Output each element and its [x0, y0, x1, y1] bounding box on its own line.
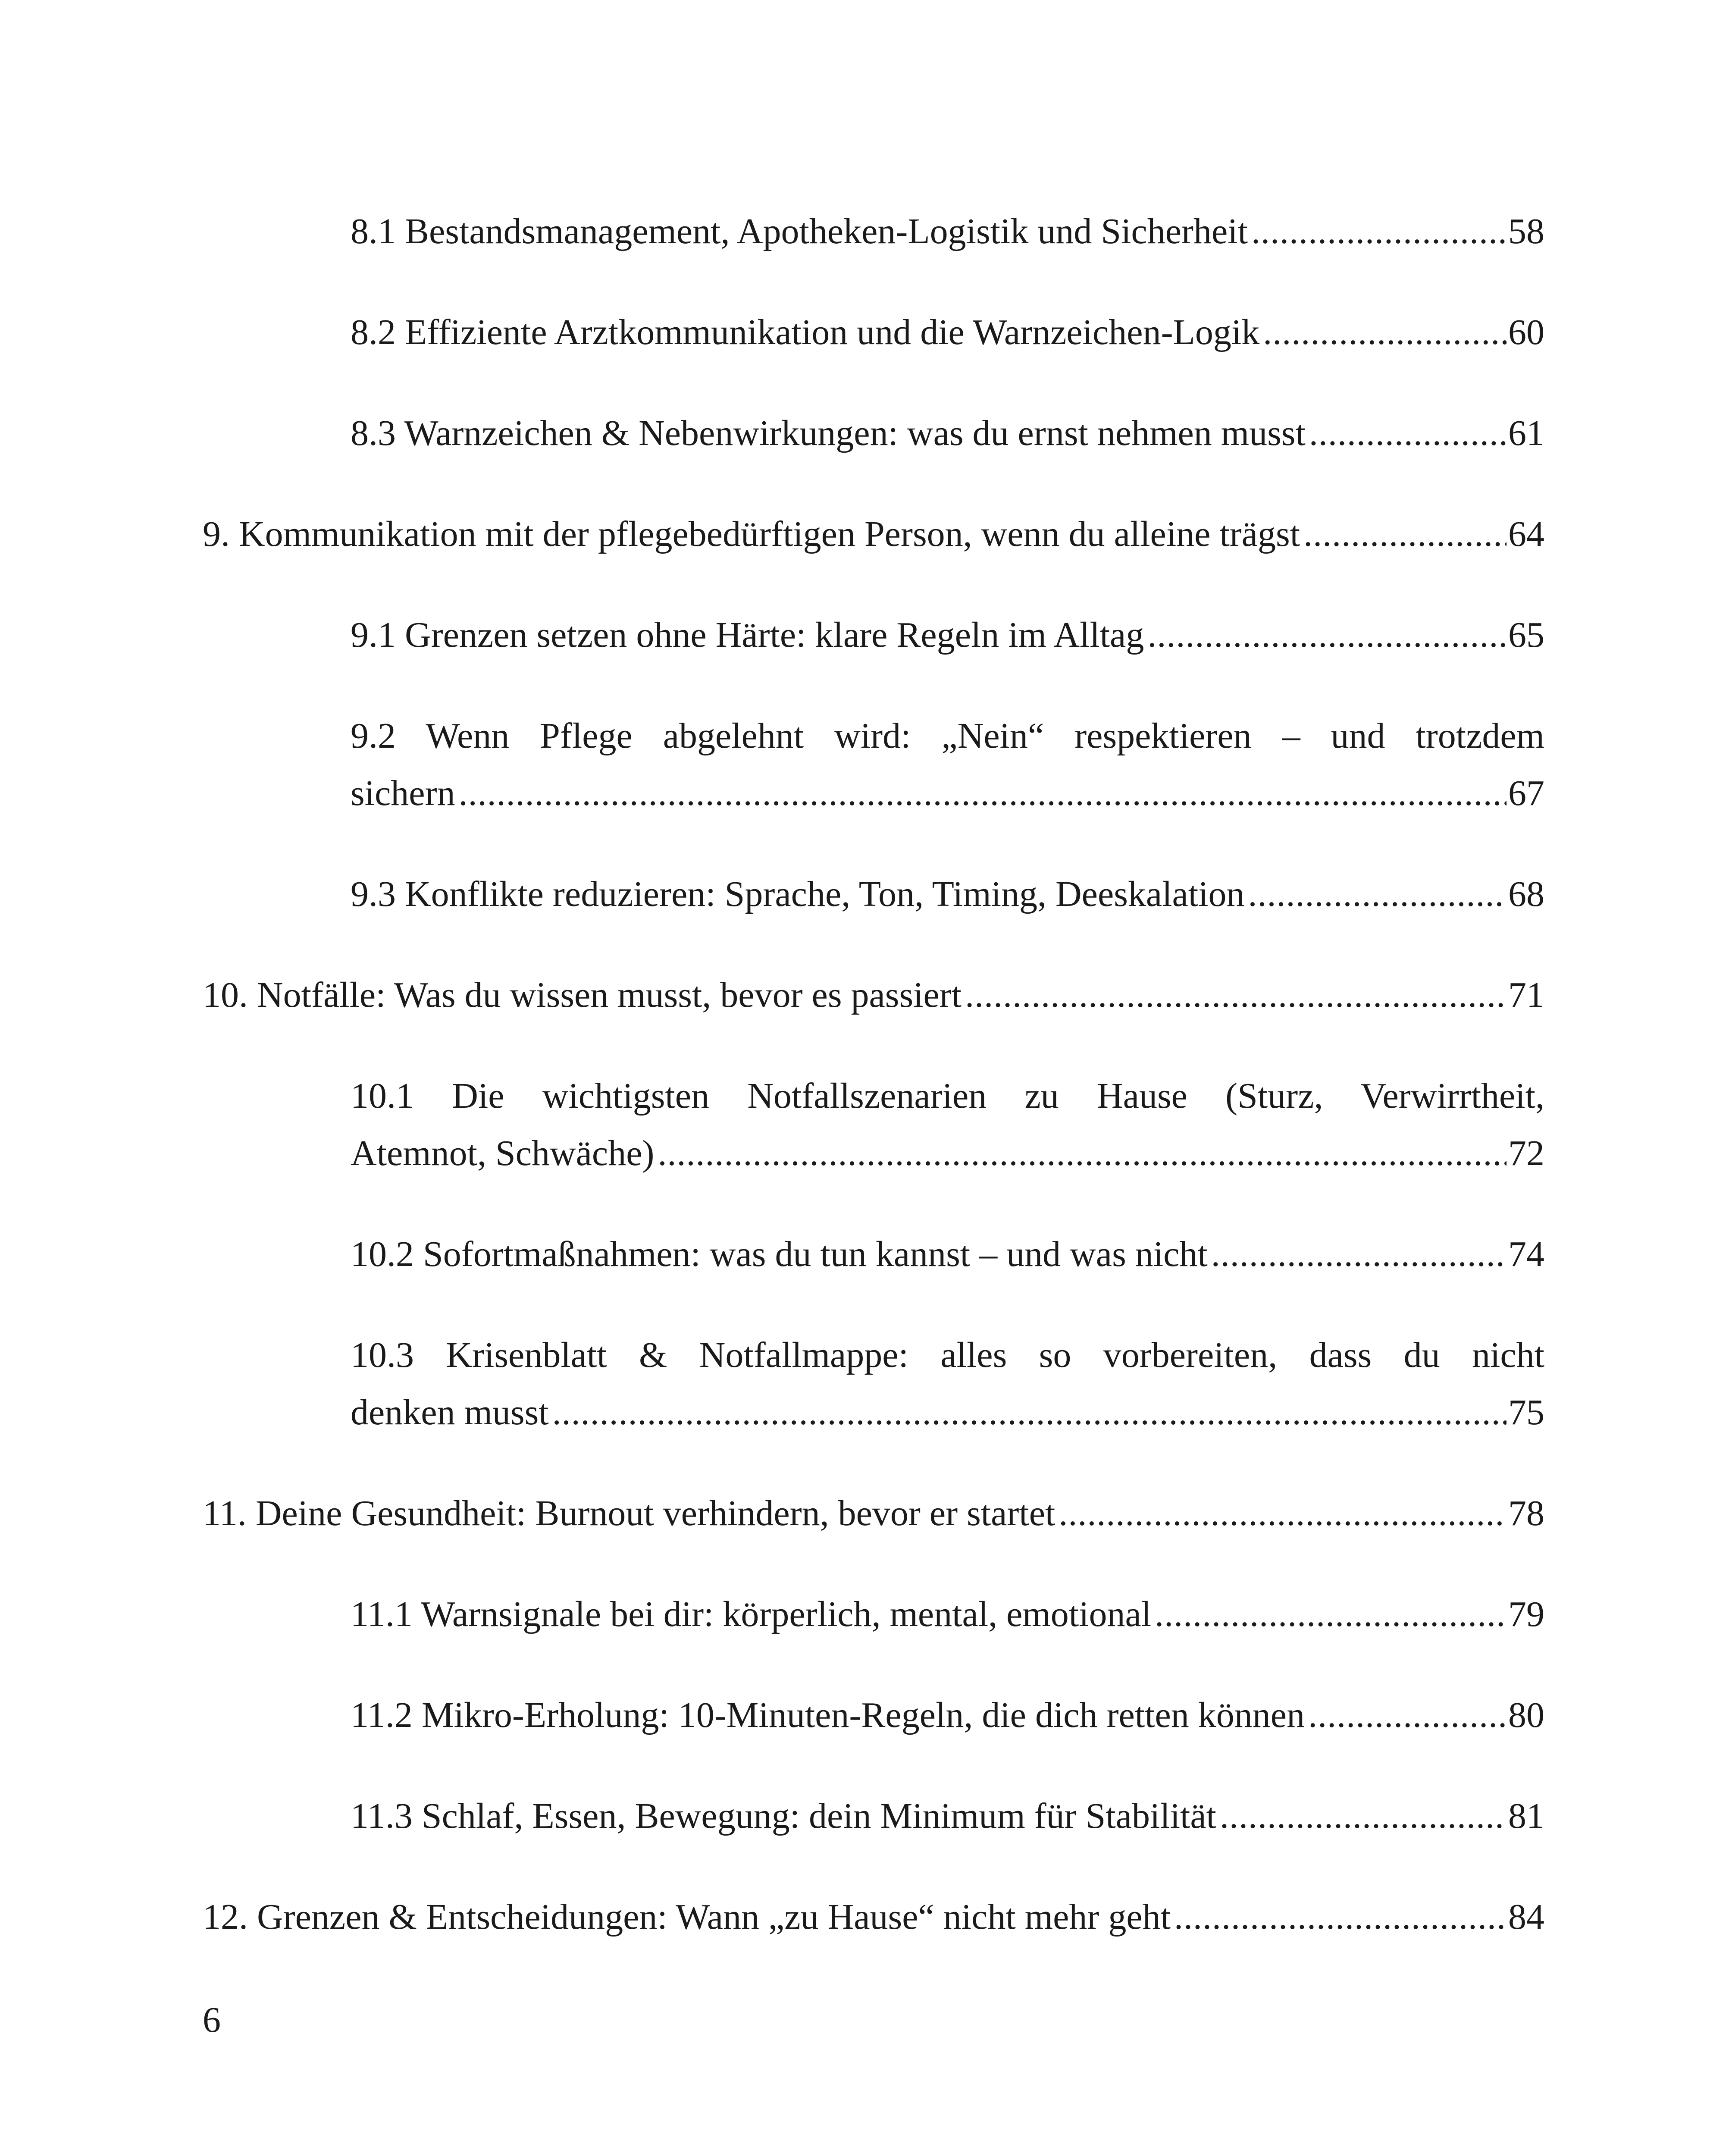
toc-entry-title: 11.1 Warnsignale bei dir: körperlich, mental, emotional [351, 1594, 1152, 1634]
toc-entry-page: 78 [1508, 1493, 1544, 1533]
dot-leader [1211, 1225, 1506, 1283]
toc-entry-title: 9.3 Konflikte reduzieren: Sprache, Ton, Timing, Deeskalation [351, 874, 1245, 914]
toc-entry-page: 58 [1508, 211, 1544, 251]
toc-entry-title: 11.2 Mikro-Erholung: 10-Minuten-Regeln, die dich retten können [351, 1695, 1305, 1735]
toc-entry-title-line1: 9.2 Wenn Pflege abgelehnt wird: „Nein“ respektieren – und trotzdem [351, 716, 1544, 756]
toc-entry-8-2[interactable] [351, 304, 1544, 361]
toc-entry-title-line2: Atemnot, Schwäche) [351, 1133, 655, 1173]
page-number: 6 [203, 2000, 221, 2040]
toc-entry-title-line2: denken musst [351, 1392, 549, 1432]
dot-leader [965, 966, 1506, 1024]
toc-entry-title: 11.3 Schlaf, Essen, Bewegung: dein Minimum für Stabilität [351, 1796, 1216, 1836]
toc-entry-page: 67 [1508, 773, 1544, 813]
toc-entry-10-2[interactable] [351, 1225, 1544, 1283]
toc-entry-10[interactable] [203, 966, 1544, 1024]
toc-entry-page: 71 [1508, 975, 1544, 1015]
toc-entry-11-1[interactable] [351, 1586, 1544, 1643]
toc-entry-title: 9.1 Grenzen setzen ohne Härte: klare Regeln im Alltag [351, 615, 1144, 655]
toc-entry-title-line1: 10.3 Krisenblatt & Notfallmappe: alles so vorbereiten, dass du nicht [351, 1335, 1544, 1375]
toc-entry-9-1[interactable] [351, 606, 1544, 664]
toc-entry-10-3[interactable] [351, 1326, 1544, 1441]
toc-entry-9[interactable] [203, 505, 1544, 563]
dot-leader [1220, 1787, 1506, 1845]
toc-entry-title-line1: 10.1 Die wichtigsten Notfallszenarien zu Hause (Sturz, Verwirrtheit, [351, 1076, 1544, 1116]
toc-entry-10-1[interactable] [351, 1067, 1544, 1182]
toc-entry-title: 11. Deine Gesundheit: Burnout verhindern, bevor er startet [203, 1493, 1055, 1533]
toc-entry-title: 10.2 Sofortmaßnahmen: was du tun kannst – und was nicht [351, 1234, 1208, 1274]
toc-entry-12[interactable] [203, 1888, 1544, 1946]
toc-entry-page: 65 [1508, 615, 1544, 655]
dot-leader [552, 1384, 1506, 1441]
dot-leader [658, 1125, 1506, 1182]
toc-entry-title: 8.2 Effiziente Arztkommunikation und die Warnzeichen-Logik [351, 312, 1260, 352]
dot-leader [1155, 1586, 1506, 1643]
dot-leader [1147, 606, 1506, 664]
toc-entry-page: 84 [1508, 1897, 1544, 1937]
toc-entry-11[interactable] [203, 1485, 1544, 1542]
toc-entry-9-3[interactable] [351, 865, 1544, 923]
toc-entry-title-line2: sichern [351, 773, 455, 813]
toc-entry-9-2[interactable] [351, 707, 1544, 822]
toc-entry-page: 72 [1508, 1133, 1544, 1173]
dot-leader [1309, 404, 1506, 462]
toc-entry-8-3[interactable] [351, 404, 1544, 462]
dot-leader [1263, 304, 1506, 361]
toc-entry-11-3[interactable] [351, 1787, 1544, 1845]
dot-leader [1059, 1485, 1506, 1542]
dot-leader [459, 765, 1506, 822]
toc-entry-page: 81 [1508, 1796, 1544, 1836]
toc-entry-page: 68 [1508, 874, 1544, 914]
toc-entry-page: 74 [1508, 1234, 1544, 1274]
toc-entry-8-1[interactable] [351, 203, 1544, 260]
toc-entry-page: 64 [1508, 514, 1544, 554]
toc-entry-page: 80 [1508, 1695, 1544, 1735]
dot-leader [1248, 865, 1506, 923]
dot-leader [1251, 203, 1506, 260]
toc-entry-page: 75 [1508, 1392, 1544, 1432]
dot-leader [1308, 1686, 1506, 1744]
toc-entry-page: 79 [1508, 1594, 1544, 1634]
toc-entry-title: 8.1 Bestandsmanagement, Apotheken-Logistik und Sicherheit [351, 211, 1248, 251]
toc-entry-page: 61 [1508, 413, 1544, 453]
toc-entry-11-2[interactable] [351, 1686, 1544, 1744]
toc-entry-title: 12. Grenzen & Entscheidungen: Wann „zu Hause“ nicht mehr geht [203, 1897, 1171, 1937]
toc-entry-title: 10. Notfälle: Was du wissen musst, bevor es passiert [203, 975, 962, 1015]
dot-leader [1303, 505, 1506, 563]
toc-entry-page: 60 [1508, 312, 1544, 352]
dot-leader [1174, 1888, 1506, 1946]
toc-entry-title: 8.3 Warnzeichen & Nebenwirkungen: was du ernst nehmen musst [351, 413, 1306, 453]
toc-entry-title: 9. Kommunikation mit der pflegebedürftigen Person, wenn du alleine trägst [203, 514, 1300, 554]
